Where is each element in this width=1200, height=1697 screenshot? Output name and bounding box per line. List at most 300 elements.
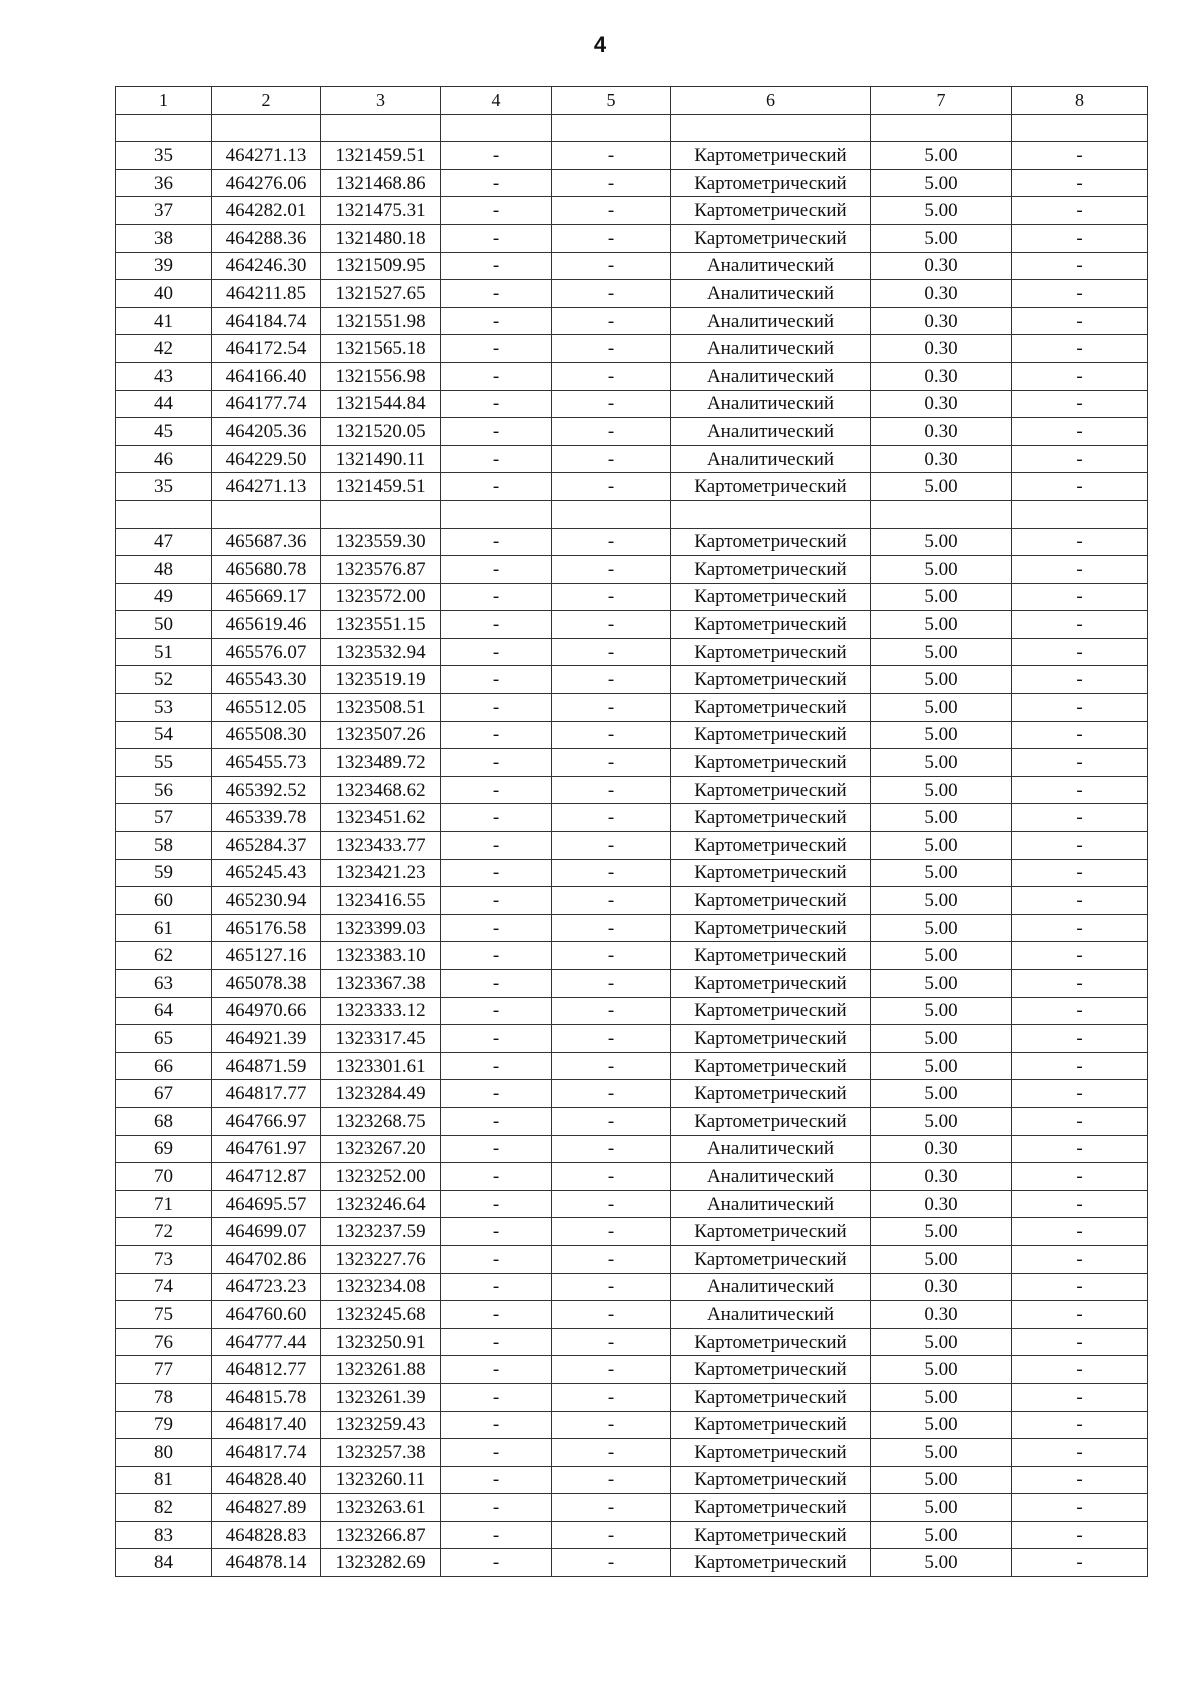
cell-x-coordinate: 464282.01 — [212, 197, 321, 225]
cell-method: Картометрический — [671, 832, 871, 860]
cell-x-coordinate: 465680.78 — [212, 556, 321, 584]
table-row — [116, 1328, 1148, 1356]
cell-col-8: - — [1012, 914, 1148, 942]
cell-y-coordinate: 1323367.38 — [321, 970, 441, 998]
cell-point-number: 37 — [116, 197, 212, 225]
cell-point-number — [116, 500, 212, 528]
cell-point-number: 61 — [116, 914, 212, 942]
cell-y-coordinate: 1323257.38 — [321, 1439, 441, 1467]
table-row — [116, 335, 1148, 363]
cell-col-4: - — [441, 1025, 552, 1053]
cell-col-5: - — [552, 1439, 671, 1467]
cell-accuracy: 5.00 — [871, 804, 1012, 832]
cell-accuracy: 0.30 — [871, 1135, 1012, 1163]
cell-y-coordinate: 1323266.87 — [321, 1521, 441, 1549]
cell-accuracy: 5.00 — [871, 583, 1012, 611]
cell-x-coordinate: 464871.59 — [212, 1052, 321, 1080]
cell-accuracy: 0.30 — [871, 1301, 1012, 1329]
cell-method: Аналитический — [671, 390, 871, 418]
table-row — [116, 749, 1148, 777]
cell-x-coordinate: 464761.97 — [212, 1135, 321, 1163]
column-header: 2 — [212, 87, 321, 115]
cell-x-coordinate: 465392.52 — [212, 776, 321, 804]
cell-col-8: - — [1012, 224, 1148, 252]
cell-y-coordinate: 1323245.68 — [321, 1301, 441, 1329]
cell-method: Картометрический — [671, 1080, 871, 1108]
cell-accuracy: 5.00 — [871, 1218, 1012, 1246]
cell-x-coordinate: 465245.43 — [212, 859, 321, 887]
cell-col-5 — [552, 500, 671, 528]
cell-accuracy: 5.00 — [871, 1411, 1012, 1439]
cell-col-4: - — [441, 1521, 552, 1549]
cell-point-number: 67 — [116, 1080, 212, 1108]
cell-y-coordinate: 1323317.45 — [321, 1025, 441, 1053]
cell-point-number: 69 — [116, 1135, 212, 1163]
cell-col-4: - — [441, 694, 552, 722]
cell-x-coordinate: 464828.40 — [212, 1466, 321, 1494]
cell-point-number: 83 — [116, 1521, 212, 1549]
cell-x-coordinate: 464712.87 — [212, 1163, 321, 1191]
cell-col-4: - — [441, 1328, 552, 1356]
cell-col-4: - — [441, 1383, 552, 1411]
cell-x-coordinate: 464288.36 — [212, 224, 321, 252]
cell-col-8: - — [1012, 859, 1148, 887]
cell-y-coordinate: 1323451.62 — [321, 804, 441, 832]
page-number: 4 — [593, 32, 607, 57]
cell-col-5: - — [552, 776, 671, 804]
cell-y-coordinate: 1321556.98 — [321, 362, 441, 390]
cell-col-4: - — [441, 1163, 552, 1191]
cell-col-5: - — [552, 1025, 671, 1053]
cell-x-coordinate: 464878.14 — [212, 1549, 321, 1577]
cell-x-coordinate: 464271.13 — [212, 142, 321, 170]
cell-y-coordinate: 1323551.15 — [321, 611, 441, 639]
cell-x-coordinate: 465619.46 — [212, 611, 321, 639]
cell-method: Картометрический — [671, 556, 871, 584]
cell-col-8: - — [1012, 721, 1148, 749]
cell-col-8: - — [1012, 197, 1148, 225]
cell-col-5: - — [552, 224, 671, 252]
cell-col-5: - — [552, 390, 671, 418]
cell-x-coordinate — [212, 114, 321, 142]
cell-point-number: 38 — [116, 224, 212, 252]
cell-col-4: - — [441, 638, 552, 666]
cell-x-coordinate: 465687.36 — [212, 528, 321, 556]
cell-accuracy: 0.30 — [871, 252, 1012, 280]
cell-accuracy: 0.30 — [871, 1273, 1012, 1301]
cell-method: Картометрический — [671, 197, 871, 225]
cell-y-coordinate — [321, 114, 441, 142]
table-row — [116, 942, 1148, 970]
column-header: 5 — [552, 87, 671, 115]
cell-y-coordinate: 1323261.39 — [321, 1383, 441, 1411]
cell-x-coordinate: 464166.40 — [212, 362, 321, 390]
cell-col-5: - — [552, 445, 671, 473]
cell-method: Аналитический — [671, 1135, 871, 1163]
cell-method: Аналитический — [671, 252, 871, 280]
cell-point-number: 65 — [116, 1025, 212, 1053]
cell-col-4: - — [441, 390, 552, 418]
cell-col-4: - — [441, 142, 552, 170]
cell-col-4: - — [441, 224, 552, 252]
cell-x-coordinate: 465455.73 — [212, 749, 321, 777]
cell-method: Картометрический — [671, 1494, 871, 1522]
cell-method: Картометрический — [671, 1466, 871, 1494]
cell-col-8: - — [1012, 528, 1148, 556]
cell-point-number: 52 — [116, 666, 212, 694]
cell-y-coordinate: 1321480.18 — [321, 224, 441, 252]
table-row — [116, 500, 1148, 528]
table-row — [116, 1466, 1148, 1494]
cell-y-coordinate: 1323383.10 — [321, 942, 441, 970]
cell-x-coordinate: 465339.78 — [212, 804, 321, 832]
cell-point-number: 45 — [116, 418, 212, 446]
cell-accuracy: 5.00 — [871, 528, 1012, 556]
cell-col-8: - — [1012, 1494, 1148, 1522]
cell-col-5: - — [552, 859, 671, 887]
cell-y-coordinate: 1323246.64 — [321, 1190, 441, 1218]
cell-col-5: - — [552, 942, 671, 970]
cell-col-4: - — [441, 1245, 552, 1273]
cell-col-5: - — [552, 473, 671, 501]
cell-x-coordinate: 465176.58 — [212, 914, 321, 942]
cell-col-4: - — [441, 362, 552, 390]
cell-method: Картометрический — [671, 1218, 871, 1246]
cell-col-8: - — [1012, 362, 1148, 390]
table-row — [116, 721, 1148, 749]
cell-col-5: - — [552, 169, 671, 197]
cell-col-4: - — [441, 1549, 552, 1577]
cell-y-coordinate: 1323433.77 — [321, 832, 441, 860]
cell-point-number: 64 — [116, 997, 212, 1025]
cell-col-5: - — [552, 528, 671, 556]
cell-point-number: 58 — [116, 832, 212, 860]
cell-accuracy: 5.00 — [871, 1383, 1012, 1411]
cell-accuracy: 5.00 — [871, 638, 1012, 666]
cell-method: Аналитический — [671, 1190, 871, 1218]
cell-y-coordinate: 1323261.88 — [321, 1356, 441, 1384]
cell-x-coordinate: 465284.37 — [212, 832, 321, 860]
table-row — [116, 169, 1148, 197]
cell-y-coordinate: 1323260.11 — [321, 1466, 441, 1494]
cell-method: Картометрический — [671, 611, 871, 639]
cell-col-4: - — [441, 749, 552, 777]
column-header: 3 — [321, 87, 441, 115]
cell-point-number: 59 — [116, 859, 212, 887]
cell-method: Картометрический — [671, 776, 871, 804]
cell-col-5: - — [552, 694, 671, 722]
cell-x-coordinate: 464817.77 — [212, 1080, 321, 1108]
cell-col-4: - — [441, 1356, 552, 1384]
cell-col-4: - — [441, 1107, 552, 1135]
table-row — [116, 418, 1148, 446]
cell-col-8: - — [1012, 1025, 1148, 1053]
cell-accuracy: 5.00 — [871, 169, 1012, 197]
cell-point-number: 79 — [116, 1411, 212, 1439]
cell-col-5: - — [552, 611, 671, 639]
table-row — [116, 776, 1148, 804]
cell-col-8: - — [1012, 169, 1148, 197]
cell-accuracy: 0.30 — [871, 335, 1012, 363]
cell-col-4: - — [441, 307, 552, 335]
cell-point-number: 84 — [116, 1549, 212, 1577]
table-row — [116, 1356, 1148, 1384]
cell-y-coordinate: 1323267.20 — [321, 1135, 441, 1163]
table-row — [116, 1052, 1148, 1080]
cell-col-8: - — [1012, 1218, 1148, 1246]
cell-accuracy: 5.00 — [871, 1494, 1012, 1522]
cell-y-coordinate: 1323507.26 — [321, 721, 441, 749]
table-row — [116, 114, 1148, 142]
table-row — [116, 1190, 1148, 1218]
cell-accuracy: 5.00 — [871, 1107, 1012, 1135]
cell-x-coordinate: 464970.66 — [212, 997, 321, 1025]
cell-point-number: 75 — [116, 1301, 212, 1329]
cell-col-8: - — [1012, 1080, 1148, 1108]
cell-point-number: 68 — [116, 1107, 212, 1135]
cell-col-4: - — [441, 1218, 552, 1246]
cell-method: Аналитический — [671, 1301, 871, 1329]
cell-point-number: 44 — [116, 390, 212, 418]
cell-col-5: - — [552, 418, 671, 446]
cell-col-4: - — [441, 1190, 552, 1218]
cell-x-coordinate: 464723.23 — [212, 1273, 321, 1301]
cell-point-number: 35 — [116, 142, 212, 170]
table-row — [116, 1080, 1148, 1108]
table-row — [116, 224, 1148, 252]
cell-col-8: - — [1012, 1439, 1148, 1467]
cell-col-5: - — [552, 307, 671, 335]
cell-method: Картометрический — [671, 224, 871, 252]
cell-col-4: - — [441, 859, 552, 887]
cell-accuracy: 5.00 — [871, 1521, 1012, 1549]
table-row — [116, 1273, 1148, 1301]
cell-point-number: 71 — [116, 1190, 212, 1218]
table-row — [116, 528, 1148, 556]
table-row — [116, 1135, 1148, 1163]
cell-y-coordinate: 1323250.91 — [321, 1328, 441, 1356]
cell-col-8: - — [1012, 252, 1148, 280]
cell-accuracy: 0.30 — [871, 307, 1012, 335]
cell-x-coordinate: 465669.17 — [212, 583, 321, 611]
cell-accuracy: 5.00 — [871, 997, 1012, 1025]
cell-y-coordinate: 1323399.03 — [321, 914, 441, 942]
coordinates-table — [115, 86, 1148, 1577]
table-row — [116, 1521, 1148, 1549]
cell-col-8: - — [1012, 1466, 1148, 1494]
cell-col-5: - — [552, 638, 671, 666]
cell-col-8: - — [1012, 832, 1148, 860]
cell-method: Картометрический — [671, 473, 871, 501]
cell-y-coordinate: 1323559.30 — [321, 528, 441, 556]
cell-method: Картометрический — [671, 1411, 871, 1439]
cell-accuracy: 5.00 — [871, 887, 1012, 915]
cell-accuracy: 5.00 — [871, 1052, 1012, 1080]
cell-col-8: - — [1012, 1328, 1148, 1356]
cell-accuracy: 5.00 — [871, 1328, 1012, 1356]
cell-col-8: - — [1012, 776, 1148, 804]
cell-x-coordinate: 464702.86 — [212, 1245, 321, 1273]
cell-accuracy: 5.00 — [871, 142, 1012, 170]
cell-col-8: - — [1012, 611, 1148, 639]
column-header: 7 — [871, 87, 1012, 115]
cell-point-number: 78 — [116, 1383, 212, 1411]
cell-col-4: - — [441, 1273, 552, 1301]
cell-col-8: - — [1012, 887, 1148, 915]
cell-point-number: 42 — [116, 335, 212, 363]
cell-y-coordinate: 1323416.55 — [321, 887, 441, 915]
cell-accuracy: 5.00 — [871, 694, 1012, 722]
cell-x-coordinate: 464828.83 — [212, 1521, 321, 1549]
cell-x-coordinate: 464276.06 — [212, 169, 321, 197]
cell-y-coordinate: 1321520.05 — [321, 418, 441, 446]
cell-col-5: - — [552, 280, 671, 308]
cell-accuracy: 5.00 — [871, 859, 1012, 887]
cell-col-5: - — [552, 887, 671, 915]
cell-col-4: - — [441, 252, 552, 280]
cell-method: Картометрический — [671, 997, 871, 1025]
cell-col-4: - — [441, 418, 552, 446]
cell-accuracy: 5.00 — [871, 1025, 1012, 1053]
cell-accuracy: 5.00 — [871, 556, 1012, 584]
cell-x-coordinate: 464211.85 — [212, 280, 321, 308]
cell-col-8: - — [1012, 749, 1148, 777]
cell-col-5: - — [552, 362, 671, 390]
cell-y-coordinate: 1323468.62 — [321, 776, 441, 804]
cell-col-5: - — [552, 1080, 671, 1108]
table-row — [116, 1025, 1148, 1053]
table-row — [116, 445, 1148, 473]
cell-point-number: 40 — [116, 280, 212, 308]
cell-col-8: - — [1012, 666, 1148, 694]
cell-x-coordinate: 465576.07 — [212, 638, 321, 666]
cell-y-coordinate: 1321490.11 — [321, 445, 441, 473]
table-row — [116, 390, 1148, 418]
column-header: 6 — [671, 87, 871, 115]
cell-point-number: 60 — [116, 887, 212, 915]
cell-accuracy: 5.00 — [871, 666, 1012, 694]
cell-col-5: - — [552, 1411, 671, 1439]
cell-col-8: - — [1012, 473, 1148, 501]
cell-col-8: - — [1012, 1549, 1148, 1577]
cell-col-5: - — [552, 1245, 671, 1273]
cell-y-coordinate: 1323572.00 — [321, 583, 441, 611]
cell-col-5: - — [552, 1218, 671, 1246]
cell-point-number: 77 — [116, 1356, 212, 1384]
cell-y-coordinate: 1321475.31 — [321, 197, 441, 225]
cell-col-8: - — [1012, 1521, 1148, 1549]
cell-method: Аналитический — [671, 307, 871, 335]
cell-x-coordinate: 464246.30 — [212, 252, 321, 280]
cell-accuracy: 5.00 — [871, 611, 1012, 639]
cell-method: Аналитический — [671, 362, 871, 390]
cell-col-5: - — [552, 997, 671, 1025]
cell-point-number: 73 — [116, 1245, 212, 1273]
cell-col-5: - — [552, 252, 671, 280]
table-row — [116, 1411, 1148, 1439]
cell-accuracy: 0.30 — [871, 1190, 1012, 1218]
cell-accuracy: 0.30 — [871, 1163, 1012, 1191]
cell-method: Аналитический — [671, 445, 871, 473]
cell-point-number — [116, 114, 212, 142]
cell-point-number: 56 — [116, 776, 212, 804]
cell-col-4: - — [441, 1080, 552, 1108]
cell-x-coordinate: 464812.77 — [212, 1356, 321, 1384]
cell-col-8: - — [1012, 942, 1148, 970]
cell-col-5: - — [552, 970, 671, 998]
cell-point-number: 76 — [116, 1328, 212, 1356]
table-row — [116, 197, 1148, 225]
cell-col-4: - — [441, 970, 552, 998]
cell-method: Картометрический — [671, 1107, 871, 1135]
cell-method — [671, 500, 871, 528]
cell-point-number: 74 — [116, 1273, 212, 1301]
cell-point-number: 50 — [116, 611, 212, 639]
cell-col-4: - — [441, 583, 552, 611]
cell-col-8: - — [1012, 418, 1148, 446]
cell-y-coordinate: 1321459.51 — [321, 142, 441, 170]
cell-y-coordinate: 1321527.65 — [321, 280, 441, 308]
cell-col-5: - — [552, 1494, 671, 1522]
cell-col-5: - — [552, 1301, 671, 1329]
table-row — [116, 1301, 1148, 1329]
table-header-row — [116, 87, 1148, 115]
cell-point-number: 47 — [116, 528, 212, 556]
cell-method: Картометрический — [671, 942, 871, 970]
cell-method: Картометрический — [671, 583, 871, 611]
cell-col-4: - — [441, 776, 552, 804]
cell-col-4: - — [441, 1411, 552, 1439]
cell-y-coordinate: 1321509.95 — [321, 252, 441, 280]
cell-col-5: - — [552, 1273, 671, 1301]
cell-col-4: - — [441, 721, 552, 749]
cell-method: Картометрический — [671, 1356, 871, 1384]
cell-accuracy: 5.00 — [871, 1466, 1012, 1494]
cell-accuracy — [871, 500, 1012, 528]
cell-col-8: - — [1012, 804, 1148, 832]
cell-y-coordinate: 1323259.43 — [321, 1411, 441, 1439]
cell-col-8: - — [1012, 638, 1148, 666]
cell-col-5: - — [552, 142, 671, 170]
cell-accuracy: 5.00 — [871, 473, 1012, 501]
cell-accuracy: 5.00 — [871, 721, 1012, 749]
table-row — [116, 694, 1148, 722]
cell-col-8 — [1012, 114, 1148, 142]
cell-x-coordinate: 465508.30 — [212, 721, 321, 749]
cell-method: Картометрический — [671, 169, 871, 197]
cell-col-4: - — [441, 445, 552, 473]
table-body — [116, 114, 1148, 1576]
table-row — [116, 280, 1148, 308]
cell-point-number: 53 — [116, 694, 212, 722]
cell-col-8: - — [1012, 1383, 1148, 1411]
cell-col-8: - — [1012, 997, 1148, 1025]
cell-y-coordinate: 1321544.84 — [321, 390, 441, 418]
cell-col-5: - — [552, 1521, 671, 1549]
cell-method: Картометрический — [671, 528, 871, 556]
cell-x-coordinate: 464921.39 — [212, 1025, 321, 1053]
cell-point-number: 80 — [116, 1439, 212, 1467]
cell-accuracy — [871, 114, 1012, 142]
cell-method: Картометрический — [671, 666, 871, 694]
cell-accuracy: 0.30 — [871, 390, 1012, 418]
cell-x-coordinate: 464760.60 — [212, 1301, 321, 1329]
table-row — [116, 1245, 1148, 1273]
cell-method: Картометрический — [671, 1052, 871, 1080]
cell-y-coordinate: 1323508.51 — [321, 694, 441, 722]
cell-x-coordinate: 465543.30 — [212, 666, 321, 694]
cell-y-coordinate: 1323252.00 — [321, 1163, 441, 1191]
